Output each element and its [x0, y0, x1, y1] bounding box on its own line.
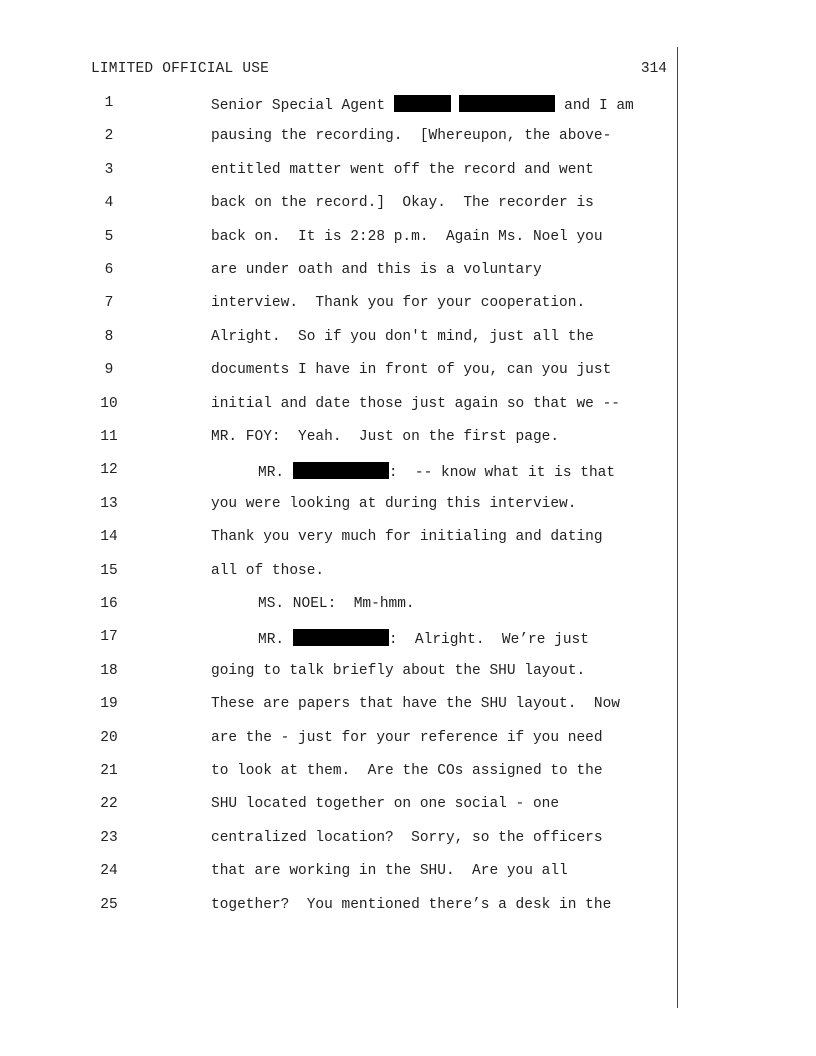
transcript-line [0, 897, 680, 919]
line-text [211, 563, 324, 579]
transcript-line [0, 429, 680, 451]
transcript-line [0, 563, 680, 585]
line-number: 4 [104, 195, 114, 212]
line-text [211, 696, 620, 712]
page-number: 314 [640, 61, 667, 77]
transcript-line [0, 329, 680, 351]
text-segment: : Alright. We’re just [388, 632, 589, 649]
text-segment: Alright. So if you don't mind, just all the [211, 328, 594, 345]
transcript-line [0, 663, 680, 685]
text-segment: MR. FOY: Yeah. Just on the first page. [211, 429, 560, 445]
transcript-line [0, 696, 680, 718]
header-label: LIMITED OFFICIAL USE [91, 61, 270, 77]
line-text [211, 362, 611, 378]
text-segment: These are papers that have the SHU layout. Now [211, 696, 620, 713]
line-text [258, 462, 615, 481]
line-number: 12 [100, 462, 118, 479]
line-number: 6 [104, 262, 114, 278]
transcript-line [0, 730, 680, 752]
line-text [211, 429, 559, 445]
line-number: 2 [104, 128, 114, 145]
line-number: 5 [104, 228, 114, 245]
text-segment: centralized location? Sorry, so the officers [211, 829, 603, 846]
transcript-line [0, 529, 680, 551]
line-text [211, 262, 542, 278]
transcript-line [0, 195, 680, 217]
line-number: 8 [104, 328, 114, 345]
line-number: 11 [100, 429, 118, 445]
line-number: 15 [100, 562, 118, 579]
text-segment: initial and date those just again so that we -- [211, 395, 620, 412]
text-segment: entitled matter went off the record and went [211, 161, 594, 178]
line-number: 3 [104, 161, 114, 178]
line-number: 16 [100, 596, 118, 612]
text-segment: all of those. [211, 562, 325, 579]
text-segment: back on. It is 2:28 p.m. Again Ms. Noel you [211, 228, 603, 245]
line-number: 10 [100, 395, 118, 412]
text-segment: you were looking at during this interview. [211, 495, 577, 512]
line-number: 9 [104, 362, 114, 379]
text-segment: going to talk briefly about the SHU layout. [211, 662, 586, 679]
line-text [211, 496, 576, 512]
transcript-line [0, 295, 680, 317]
line-number: 7 [104, 295, 114, 312]
line-number: 17 [100, 629, 118, 646]
line-number: 18 [100, 662, 118, 679]
line-text [211, 295, 585, 311]
transcript-line [0, 596, 680, 618]
line-text [211, 128, 611, 144]
text-segment: Senior Special Agent [211, 98, 394, 114]
text-segment: documents I have in front of you, can you just [211, 362, 612, 379]
text-segment: are under oath and this is a voluntary [211, 262, 542, 278]
transcript-line [0, 496, 680, 518]
line-text [211, 763, 603, 779]
text-segment: together? You mentioned there’s a desk in the [211, 896, 612, 913]
line-text [211, 730, 603, 746]
line-text [211, 195, 594, 211]
transcript-line [0, 162, 680, 184]
redaction-box [394, 95, 451, 112]
line-text [211, 162, 594, 178]
redaction-box [293, 462, 389, 479]
line-text [211, 897, 611, 913]
transcript-line [0, 830, 680, 852]
line-text [211, 863, 568, 879]
line-number: 22 [100, 796, 118, 813]
transcript-line [0, 863, 680, 885]
line-text [258, 629, 589, 648]
text-segment: interview. Thank you for your cooperation. [211, 295, 586, 312]
line-number: 25 [100, 896, 118, 913]
text-segment: MR. [258, 632, 293, 649]
transcript-line [0, 462, 680, 484]
line-text [211, 663, 585, 679]
line-text [211, 796, 559, 812]
transcript-line [0, 396, 680, 418]
text-segment: back on the record.] Okay. The recorder is [211, 195, 594, 212]
line-number: 21 [100, 763, 118, 779]
transcript-line [0, 229, 680, 251]
text-segment: MR. [258, 465, 293, 482]
transcript-line [0, 629, 680, 651]
line-number: 19 [100, 696, 118, 713]
line-text [211, 396, 620, 412]
line-text [211, 229, 603, 245]
text-segment: and I am [555, 98, 634, 114]
line-number: 23 [100, 829, 118, 846]
line-number: 14 [100, 529, 118, 546]
line-text [211, 830, 603, 846]
line-number: 13 [100, 495, 118, 512]
line-number: 1 [104, 95, 114, 111]
text-segment: : -- know what it is that [388, 465, 616, 482]
redaction-box [293, 629, 389, 646]
transcript-line [0, 362, 680, 384]
line-number: 24 [100, 863, 118, 880]
text-segment: pausing the recording. [Whereupon, the above- [211, 128, 612, 145]
text-segment: Thank you very much for initialing and dating [211, 529, 603, 546]
line-number: 20 [100, 729, 118, 746]
transcript-line [0, 95, 680, 117]
line-text [211, 529, 603, 545]
line-text [258, 596, 415, 612]
redaction-box [459, 95, 555, 112]
text-segment: MS. NOEL: Mm-hmm. [258, 596, 415, 612]
line-text [211, 95, 634, 114]
transcript-line [0, 128, 680, 150]
text-segment: that are working in the SHU. Are you all [211, 863, 568, 880]
text-segment: are the - just for your reference if you need [211, 729, 603, 746]
text-segment: to look at them. Are the COs assigned to the [211, 763, 603, 779]
transcript-line [0, 763, 680, 785]
transcript-line [0, 262, 680, 284]
transcript-line [0, 796, 680, 818]
line-text [211, 329, 594, 345]
text-segment [451, 98, 460, 114]
text-segment: SHU located together on one social - one [211, 796, 560, 813]
